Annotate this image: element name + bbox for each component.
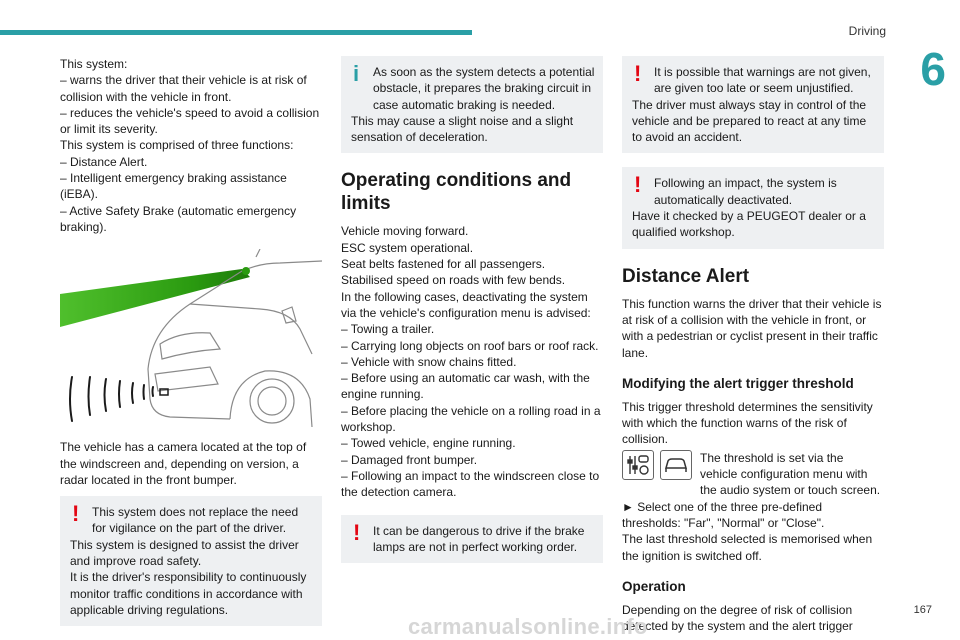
- info-text: This may cause a slight noise and a slight sensation of deceleration.: [351, 113, 574, 145]
- page-number: 167: [913, 604, 932, 616]
- warning-text: Have it checked by a PEUGEOT dealer or a qualified workshop.: [632, 209, 866, 240]
- warning-text: This system does not replace the need for vigilance on the part of the driver.: [92, 505, 299, 536]
- section-heading: Operating conditions and limits: [341, 170, 572, 215]
- chapter-number: 6: [920, 43, 946, 95]
- warning-icon: !: [353, 519, 361, 545]
- condition-line: – Before placing the vehicle on a rolling road in a workshop.: [341, 403, 601, 435]
- body-text: This trigger threshold determines the sensitivity with which the function warns of the risk of collision.: [622, 399, 873, 447]
- intro-line: – warns the driver that their vehicle is at risk of collision with the vehicle in front.: [60, 73, 307, 104]
- warning-text: It is possible that warnings are not given, are given too late or seem unjustified.: [654, 65, 871, 96]
- condition-line: Seat belts fastened for all passengers.: [341, 257, 546, 272]
- warning-note: [341, 515, 603, 564]
- warning-icon: !: [72, 501, 80, 527]
- info-text: As soon as the system detects a potential obstacle, it prepares the braking circuit in case automatic braking is needed.: [373, 65, 595, 112]
- condition-line: – Towing a trailer.: [341, 322, 435, 337]
- condition-line: – Before using an automatic car wash, with the engine running.: [341, 371, 590, 402]
- intro-line: – Intelligent emergency braking assistance (iEBA).: [60, 171, 287, 202]
- warning-text: The driver must always stay in control of the vehicle and be prepared to react at any time to avoid an accident.: [632, 97, 867, 145]
- config-icon-row: [622, 450, 884, 499]
- intro-line: – reduces the vehicle's speed to avoid a collision or limit its severity.: [60, 105, 320, 137]
- warning-text: It can be dangerous to drive if the brake lamps are not in perfect working order.: [373, 523, 585, 554]
- info-note: [341, 56, 603, 153]
- intro-line: This system is comprised of three functions:: [60, 138, 294, 153]
- condition-line: – Vehicle with snow chains fitted.: [341, 354, 517, 369]
- warning-note: [622, 56, 884, 153]
- settings-menu-icon: [622, 450, 654, 480]
- condition-line: – Towed vehicle, engine running.: [341, 436, 516, 451]
- condition-line: In the following cases, deactivating the system via the vehicle's configuration menu is advised:: [341, 289, 591, 320]
- body-text: This function warns the driver that their vehicle is at risk of a collision with the vehicle in front, or with a pedestrian or cyclist present in their traffic lane.: [622, 296, 882, 360]
- column-1: [60, 56, 322, 626]
- car-settings-icon: [660, 450, 692, 480]
- body-text: The threshold is set via the vehicle configuration menu with the audio system or touch screen.: [700, 450, 881, 498]
- warning-text: Following an impact, the system is automatically deactivated.: [654, 176, 837, 207]
- column-2: [341, 56, 603, 563]
- info-icon: i: [353, 61, 360, 86]
- header-accent-bar: [0, 30, 472, 35]
- intro-line: – Active Safety Brake (automatic emergency braking).: [60, 203, 297, 234]
- subsection-heading: Modifying the alert trigger threshold: [622, 375, 854, 391]
- warning-note: [622, 167, 884, 248]
- warning-note: [60, 496, 322, 626]
- column-3: [622, 56, 884, 634]
- intro-line: This system:: [60, 57, 128, 71]
- warning-icon: !: [634, 172, 642, 198]
- condition-line: Stabilised speed on roads with few bends.: [341, 273, 566, 288]
- warning-icon: !: [634, 61, 642, 86]
- condition-line: – Following an impact to the windscreen close to the detection camera.: [341, 468, 600, 500]
- subsection-heading: Operation: [622, 578, 686, 594]
- warning-text: This system is designed to assist the driver and improve road safety.: [70, 537, 299, 569]
- camera-description: The vehicle has a camera located at the top of the windscreen and, depending on version, a radar located in the front bumper.: [60, 440, 307, 487]
- body-text: The last threshold selected is memorised when the ignition is switched off.: [622, 532, 873, 563]
- condition-line: – Carrying long objects on roof bars or roof rack.: [341, 338, 599, 353]
- body-text: Depending on the degree of risk of collision detected by the system and the alert trigger: [622, 602, 853, 634]
- body-text: ► Select one of the three pre-defined thresholds: "Far", "Normal" or "Close".: [622, 499, 825, 530]
- condition-line: ESC system operational.: [341, 240, 474, 255]
- warning-text: It is the driver's responsibility to continuously monitor traffic conditions in accordance with applicable driving regulations.: [70, 570, 307, 617]
- condition-line: Vehicle moving forward.: [341, 224, 469, 239]
- watermark: carmanualsonline.info: [408, 614, 648, 639]
- vehicle-camera-illustration: [60, 249, 322, 429]
- section-heading: Distance Alert: [622, 265, 750, 287]
- van-camera-illustration: [60, 249, 322, 429]
- condition-line: – Damaged front bumper.: [341, 452, 478, 467]
- intro-line: – Distance Alert.: [60, 154, 148, 169]
- section-title: Driving: [848, 24, 886, 38]
